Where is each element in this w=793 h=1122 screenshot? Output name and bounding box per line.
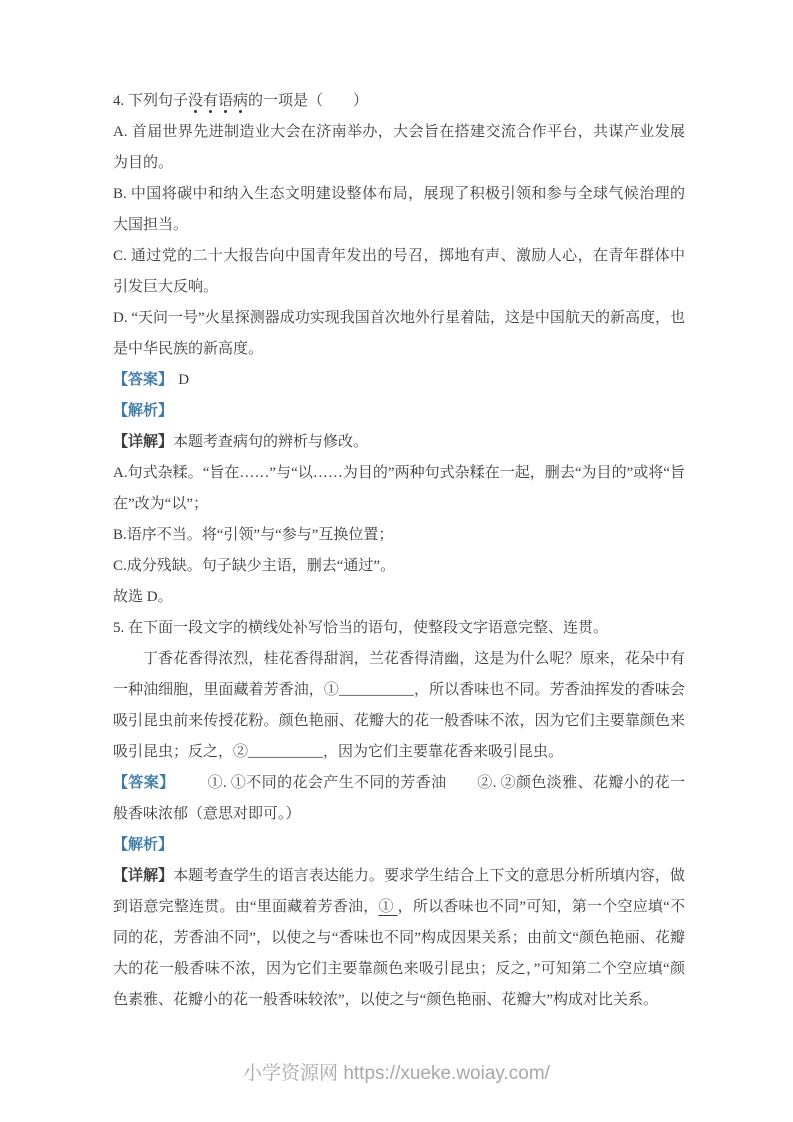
q5-analysis-label: 【解析】 xyxy=(113,837,174,853)
q4-option-a: A. 首届世界先进制造业大会在济南举办，大会旨在搭建交流合作平台，共谋产业发展为目的。 xyxy=(113,124,685,171)
q4-stem xyxy=(113,86,685,117)
q5-analysis-line xyxy=(113,830,685,861)
q5-detail-part2: ，所以香味也不同”可知，第一个空应填“不同的花，芳香油不同”，以使之与“香味也不同”构成因果关系；由前文“颜色艳丽、花瓣大的花一般香味不浓，因为它们主要靠颜色来吸引昆虫；反之，”可知第二个空应填“颜色素雅、花瓣小的花一般香味较浓”，以使之与“颜色艳丽、花瓣大”构成对比关系。 xyxy=(113,899,685,1008)
watermark-footer xyxy=(0,1058,793,1085)
q4-conclusion: 故选 D。 xyxy=(113,589,173,605)
q4-answer-label: 【答案】 xyxy=(113,372,174,388)
q5-detail-blank-ref: ① xyxy=(378,899,398,915)
q4-option-d: D. “天问一号”火星探测器成功实现我国首次地外行星着陆，这是中国航天的新高度，也是中华民族的新高度。 xyxy=(113,310,685,357)
q4-option-b: B. 中国将碳中和纳入生态文明建设整体布局，展现了积极引领和参与全球气候治理的大国担当。 xyxy=(113,186,685,233)
q5-stem: 5. 在下面一段文字的横线处补写恰当的语句，使整段文字语意完整、连贯。 xyxy=(113,620,609,636)
q4-answer-line xyxy=(113,365,685,396)
q5-answer-line xyxy=(113,768,685,830)
question-4 xyxy=(113,86,685,613)
q5-passage: 丁香花香得浓烈，桂花香得甜润，兰花香得清幽，这是为什么呢？原来，花朵中有一种油细胞，里面藏着芳香油，①__________，所以香味也不同。芳香油挥发的香味会吸引昆虫前来传授花粉。颜色艳丽、花瓣大的花一般香味不浓，因为它们主要靠颜色来吸引昆虫；反之，②__________，因为它们主要靠花香来吸引昆虫。 xyxy=(113,651,685,760)
q5-detail-line xyxy=(113,861,685,1016)
q4-option-c: C. 通过党的二十大报告向中国青年发出的号召，掷地有声、激励人心，在青年群体中引发巨大反响。 xyxy=(113,248,685,295)
q4-detail-line xyxy=(113,427,685,458)
q4-detail-label: 【详解】 xyxy=(113,434,174,450)
question-5 xyxy=(113,613,685,1016)
q5-detail-label: 【详解】 xyxy=(113,868,174,884)
q4-point-a: A.句式杂糅。“旨在……”与“以……为目的”两种句式杂糅在一起，删去“为目的”或将“旨在”改为“以”； xyxy=(113,465,685,512)
q4-analysis-line xyxy=(113,396,685,427)
q4-point-c: C.成分残缺。句子缺少主语，删去“通过”。 xyxy=(113,558,396,574)
q5-detail-part1: 本题考查学生的语言表达能力。要求学生结合上下文的意思分析所填内容，做到语意完整连贯。由“里面藏着芳香油， xyxy=(113,868,685,915)
q4-answer-value: D xyxy=(178,372,190,388)
q4-stem-prefix: 4. 下列句子 xyxy=(113,93,189,109)
q5-answer-text: ①. ①不同的花会产生不同的芳香油 ②. ②颜色淡雅、花瓣小的花一般香味浓郁（意思对即可。） xyxy=(113,775,685,822)
q4-detail-text: 本题考查病句的辨析与修改。 xyxy=(173,434,369,450)
watermark-text: 小学资源网 https://xueke.woiay.com/ xyxy=(243,1063,550,1084)
q4-point-b: B.语序不当。将“引领”与“参与”互换位置； xyxy=(113,527,394,543)
q5-answer-label: 【答案】 xyxy=(113,775,175,791)
q4-stem-emphasized: 没有语病 xyxy=(188,93,248,114)
document-body xyxy=(113,86,685,1016)
q4-stem-suffix: 的一项是（ ） xyxy=(248,93,369,109)
q4-analysis-label: 【解析】 xyxy=(113,403,174,419)
